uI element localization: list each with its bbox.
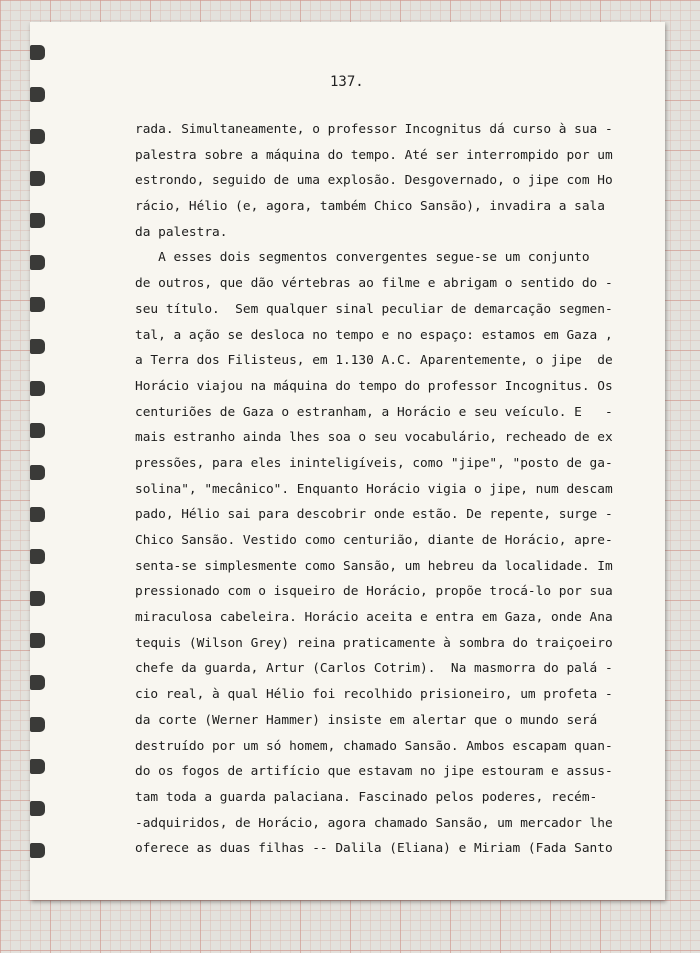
text-line: tam toda a guarda palaciana. Fascinado pelos poderes, recém- [135, 789, 598, 805]
body-text [135, 117, 655, 862]
text-line: destruído por um só homem, chamado Sansão. Ambos escapam quan- [135, 738, 613, 754]
text-line: estrondo, seguido de uma explosão. Desgovernado, o jipe com Ho [135, 173, 613, 189]
binding-hole [30, 801, 45, 816]
text-line: pado, Hélio sai para descobrir onde estão. De repente, surge - [135, 507, 613, 523]
text-line: seu título. Sem qualquer sinal peculiar de demarcação segmen- [135, 301, 613, 317]
binding-hole [30, 507, 45, 522]
text-line: cio real, à qual Hélio foi recolhido prisioneiro, um profeta - [135, 687, 613, 703]
binding-hole [30, 549, 45, 564]
binding-hole [30, 465, 45, 480]
text-line: da palestra. [135, 224, 228, 240]
binding-hole [30, 255, 45, 270]
binding-hole [30, 381, 45, 396]
text-line: tal, a ação se desloca no tempo e no espaço: estamos em Gaza , [135, 327, 613, 343]
text-line: oferece as duas filhas -- Dalila (Eliana) e Miriam (Fada Santo [135, 841, 613, 857]
text-line: de outros, que dão vértebras ao filme e abrigam o sentido do - [135, 276, 613, 292]
text-line: rácio, Hélio (e, agora, também Chico Sansão), invadira a sala [135, 199, 605, 215]
binding-hole [30, 339, 45, 354]
text-line: chefe da guarda, Artur (Carlos Cotrim). Na masmorra do palá - [135, 661, 613, 677]
binding-hole [30, 87, 45, 102]
text-line: miraculosa cabeleira. Horácio aceita e entra em Gaza, onde Ana [135, 610, 613, 626]
binding-hole [30, 213, 45, 228]
text-line: tequis (Wilson Grey) reina praticamente à sombra do traiçoeiro [135, 635, 613, 651]
document-page [30, 22, 665, 900]
binding-hole [30, 675, 45, 690]
text-line: Chico Sansão. Vestido como centurião, diante de Horácio, apre- [135, 533, 613, 548]
text-line: A esses dois segmentos convergentes segue-se um conjunto [135, 250, 590, 266]
text-line: mais estranho ainda lhes soa o seu vocabulário, recheado de ex [135, 430, 613, 446]
text-line: palestra sobre a máquina do tempo. Até ser interrompido por um [135, 147, 613, 163]
text-line: solina", "mecânico". Enquanto Horácio vigia o jipe, num descam [135, 481, 613, 497]
binding-hole [30, 633, 45, 648]
text-line: da corte (Werner Hammer) insiste em alertar que o mundo será [135, 712, 598, 728]
binding-hole [30, 423, 45, 438]
text-line: Horácio viajou na máquina do tempo do professor Incognitus. Os [135, 378, 613, 394]
text-line: centuriões de Gaza o estranham, a Horácio e seu veículo. E - [135, 404, 613, 420]
binding-hole [30, 759, 45, 774]
binding-hole [30, 297, 45, 312]
text-line: senta-se simplesmente como Sansão, um hebreu da localidade. Im [135, 558, 613, 574]
text-line: pressionado com o isqueiro de Horácio, propõe trocá-lo por sua [135, 584, 613, 600]
text-line: a Terra dos Filisteus, em 1.130 A.C. Aparentemente, o jipe de [135, 353, 613, 369]
text-line: -adquiridos, de Horácio, agora chamado Sansão, um mercador lhe [135, 815, 613, 831]
binding-hole [30, 129, 45, 144]
binding-hole [30, 171, 45, 186]
binding-hole [30, 45, 45, 60]
text-line: do os fogos de artifício que estavam no jipe estouram e assus- [135, 764, 613, 780]
binding-hole [30, 843, 45, 858]
binding-hole [30, 717, 45, 732]
binding-holes [30, 45, 48, 875]
text-line: rada. Simultaneamente, o professor Incognitus dá curso à sua - [135, 122, 613, 137]
text-line: pressões, para eles ininteligíveis, como "jipe", "posto de ga- [135, 455, 613, 471]
binding-hole [30, 591, 45, 606]
page-number: 137. [330, 74, 364, 90]
